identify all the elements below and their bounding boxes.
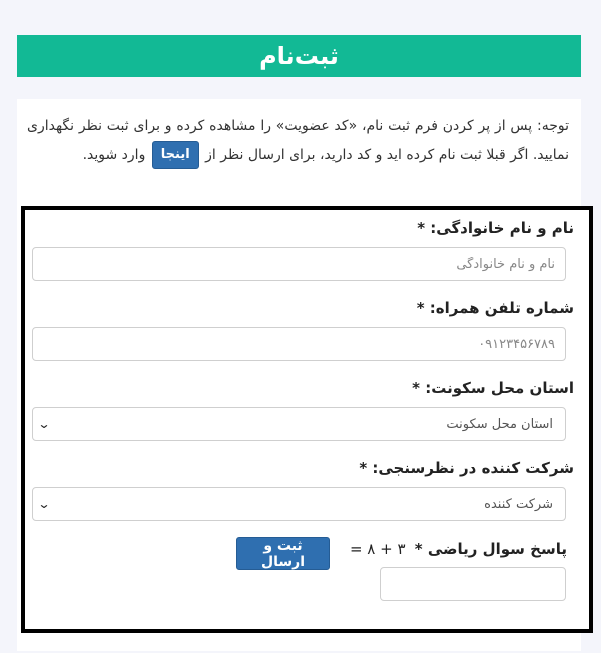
captcha-label-text: پاسخ سوال ریاضی * (414, 540, 567, 558)
phone-input[interactable] (32, 327, 566, 361)
phone-label: شماره تلفن همراه: * (416, 299, 574, 317)
notice-text-after: وارد شوید. (82, 147, 146, 163)
province-label: استان محل سکونت: * (412, 379, 574, 397)
page-title: ثبت‌نام (259, 42, 339, 70)
province-selected: استان محل سکونت (446, 416, 553, 432)
registration-notice (27, 112, 569, 170)
page-header (17, 35, 581, 77)
participant-label: شرکت کننده در نظرسنجی: * (359, 459, 574, 477)
participant-select[interactable] (32, 487, 566, 521)
chevron-down-icon: ⌄ (37, 497, 51, 511)
name-input[interactable] (32, 247, 566, 281)
captcha-question: ۳ + ۸ = (349, 540, 406, 558)
login-here-button[interactable]: اینجا (152, 141, 199, 169)
captcha-input[interactable] (380, 567, 566, 601)
submit-button[interactable]: ثبت و ارسال (236, 537, 330, 570)
chevron-down-icon: ⌄ (37, 417, 51, 431)
participant-selected: شرکت کننده (484, 496, 553, 512)
captcha-label (350, 540, 567, 558)
notice-text-before: توجه: پس از پر کردن فرم ثبت نام، «کد عضویت» را مشاهده کرده و برای ثبت نظر نگهداری نمایید. اگر قبلا ثبت نام کرده اید و کد دارید، برای ارسال نظر از (27, 118, 569, 163)
province-select[interactable] (32, 407, 566, 441)
name-label: نام و نام خانوادگی: * (417, 219, 574, 237)
